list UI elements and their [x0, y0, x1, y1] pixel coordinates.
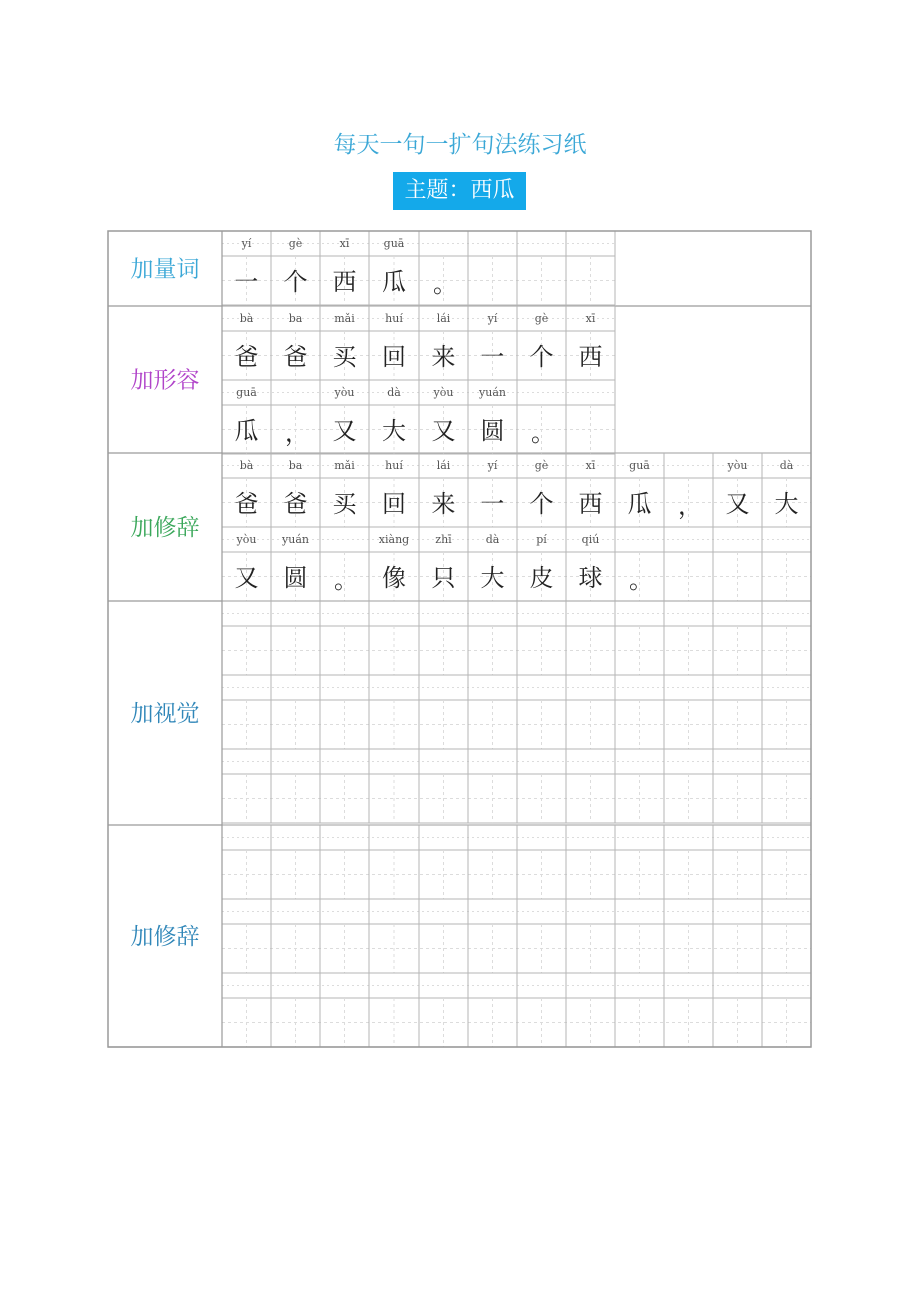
- pinyin-text: gè: [288, 237, 303, 250]
- pinyin-text: mǎi: [334, 312, 355, 325]
- hanzi-text: 爸: [234, 343, 259, 371]
- hanzi-text: 又: [725, 490, 750, 518]
- pinyin-text: yí: [487, 459, 498, 472]
- hanzi-text: 圆: [283, 564, 308, 592]
- hanzi-text: 来: [431, 490, 456, 518]
- pinyin-text: mǎi: [334, 459, 355, 472]
- hanzi-text: 来: [431, 343, 456, 371]
- pinyin-text: yuán: [282, 533, 309, 546]
- section-label: 加形容: [130, 367, 200, 394]
- pinyin-text: yòu: [727, 459, 748, 472]
- hanzi-text: 又: [332, 417, 357, 445]
- hanzi-text: 。: [531, 419, 555, 447]
- hanzi-text: 买: [332, 490, 357, 518]
- pinyin-text: xiàng: [378, 533, 410, 546]
- hanzi-text: ，: [285, 419, 309, 447]
- hanzi-text: 回: [382, 343, 406, 371]
- hanzi-text: 。: [629, 566, 653, 594]
- hanzi-text: 一: [480, 343, 505, 371]
- pinyin-text: yí: [487, 312, 498, 325]
- pinyin-text: bà: [239, 312, 254, 325]
- pinyin-text: guā: [383, 237, 405, 250]
- pinyin-text: huí: [385, 459, 403, 472]
- hanzi-text: 回: [382, 490, 406, 518]
- pinyin-text: yòu: [433, 386, 454, 399]
- hanzi-text: 买: [332, 343, 357, 371]
- hanzi-text: 爸: [234, 490, 259, 518]
- hanzi-text: 。: [334, 566, 358, 594]
- pinyin-text: guā: [629, 459, 650, 472]
- hanzi-text: 圆: [480, 417, 505, 445]
- hanzi-text: 大: [774, 490, 799, 518]
- hanzi-text: 像: [382, 564, 406, 592]
- pinyin-text: yí: [241, 237, 252, 250]
- page-title: 每天一句一扩句法练习纸: [333, 132, 587, 158]
- pinyin-text: dà: [387, 386, 401, 399]
- hanzi-text: 爸: [283, 343, 308, 371]
- pinyin-text: ba: [288, 459, 303, 472]
- hanzi-text: 个: [529, 343, 554, 371]
- hanzi-text: 球: [578, 564, 603, 592]
- pinyin-text: zhī: [435, 533, 452, 546]
- pinyin-text: dà: [779, 459, 794, 472]
- section-label: 加修辞: [130, 515, 200, 541]
- section-label: 加量词: [130, 256, 200, 283]
- pinyin-text: lái: [436, 459, 451, 472]
- pinyin-text: lái: [436, 312, 451, 325]
- hanzi-text: 个: [529, 490, 554, 518]
- pinyin-text: yòu: [334, 386, 355, 399]
- section-label: 加修辞: [130, 924, 200, 950]
- hanzi-text: 大: [382, 417, 406, 445]
- hanzi-text: 瓜: [382, 268, 406, 296]
- hanzi-text: 大: [480, 564, 505, 592]
- pinyin-text: pí: [536, 533, 547, 546]
- pinyin-text: ba: [288, 312, 303, 325]
- pinyin-text: xī: [585, 312, 596, 325]
- hanzi-text: 西: [578, 490, 603, 518]
- pinyin-text: xī: [585, 459, 596, 472]
- pinyin-text: yuán: [479, 386, 506, 399]
- pinyin-text: bà: [239, 459, 254, 472]
- pinyin-text: xī: [339, 237, 350, 250]
- section-label: 加视觉: [130, 701, 200, 727]
- pinyin-text: gè: [534, 312, 549, 325]
- hanzi-text: 一: [480, 490, 505, 518]
- pinyin-text: huí: [385, 312, 403, 325]
- hanzi-text: 只: [431, 564, 456, 592]
- hanzi-text: 爸: [283, 490, 308, 518]
- hanzi-text: 。: [433, 270, 457, 298]
- pinyin-text: qiú: [581, 533, 600, 546]
- hanzi-text: 个: [283, 268, 308, 296]
- hanzi-text: ，: [678, 492, 702, 520]
- hanzi-text: 瓜: [627, 490, 652, 518]
- hanzi-text: 又: [431, 417, 456, 445]
- sheet-frame: [108, 231, 811, 1047]
- hanzi-text: 西: [332, 268, 357, 296]
- pinyin-text: gè: [534, 459, 549, 472]
- hanzi-text: 又: [234, 564, 259, 592]
- hanzi-text: 瓜: [234, 417, 259, 445]
- hanzi-text: 西: [578, 343, 603, 371]
- hanzi-text: 一: [234, 268, 259, 296]
- pinyin-text: dà: [485, 533, 500, 546]
- topic-badge: 主题：西瓜: [393, 172, 526, 210]
- pinyin-text: yòu: [236, 533, 257, 546]
- hanzi-text: 皮: [529, 564, 554, 592]
- pinyin-text: guā: [236, 386, 257, 399]
